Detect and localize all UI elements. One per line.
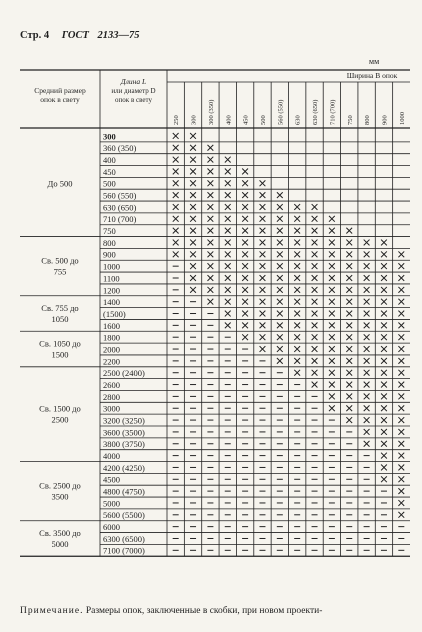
footnote	[20, 606, 420, 616]
col2-header-line3: опок в свету	[115, 96, 152, 104]
row-length-label: 500	[103, 178, 116, 189]
row-length-label: 450	[103, 166, 116, 177]
row-length-label: 300	[103, 131, 116, 142]
row-length-label: 2200	[103, 356, 120, 367]
group-label: 3500	[51, 491, 69, 502]
row-length-label: 3800 (3750)	[103, 439, 145, 450]
col1-header-line2: опок в свету	[40, 95, 80, 104]
row-length-label: 2800	[103, 391, 120, 402]
width-header: Ширина В опок	[346, 71, 398, 80]
row-length-label: 800	[103, 237, 116, 248]
row-length-label: 7100 (7000)	[103, 545, 145, 556]
row-length-label: 400	[103, 155, 116, 166]
standard-number: 2133—75	[97, 30, 140, 41]
row-length-label: 3600 (3500)	[103, 427, 145, 438]
row-length-label: 2600	[103, 379, 120, 390]
row-length-label: 4500	[103, 474, 120, 485]
group-label: Св. 1500 до	[39, 403, 81, 414]
row-length-label: 4000	[103, 451, 120, 462]
page-number: Стр. 4	[20, 30, 50, 41]
width-col-label: 1000	[398, 112, 406, 125]
row-length-label: 3000	[103, 403, 120, 414]
width-col-label: 560 (550)	[277, 99, 285, 125]
group-label: 1500	[51, 349, 69, 360]
width-col-label: 800	[364, 115, 372, 125]
row-length-label: 630 (650)	[103, 202, 137, 213]
row-length-label: 1600	[103, 320, 120, 331]
width-col-label: 630	[294, 115, 302, 125]
col1-header-line1: Средний размер	[34, 86, 86, 95]
col2-header-line2: или диаметр D	[111, 87, 156, 95]
row-length-label: 1000	[103, 261, 120, 272]
group-label: Св. 1050 до	[39, 338, 81, 349]
group-label: 2500	[51, 414, 69, 425]
width-col-label: 300 (350)	[207, 99, 215, 125]
row-length-label: 1200	[103, 285, 120, 296]
width-col-label: 750	[346, 115, 354, 125]
group-label: 1050	[51, 314, 69, 325]
row-length-label: 4800 (4750)	[103, 486, 145, 497]
width-col-label: 710 (700)	[329, 99, 337, 125]
group-label: 755	[53, 266, 67, 277]
group-label: Св. 2500 до	[39, 480, 81, 491]
group-label: 5000	[51, 538, 69, 549]
group-label: До 500	[47, 178, 73, 189]
width-col-label: 400	[225, 115, 233, 125]
row-length-label: 5600 (5500)	[103, 510, 145, 521]
row-length-label: 6000	[103, 522, 120, 533]
row-length-label: 560 (550)	[103, 190, 137, 201]
width-col-label: 900	[381, 115, 389, 125]
width-col-label: 250	[173, 115, 181, 125]
width-col-label: 630 (650)	[312, 99, 320, 125]
width-col-label: 500	[259, 115, 267, 125]
group-label: Св. 3500 до	[39, 527, 81, 538]
units-label: мм	[369, 57, 380, 66]
group-label: Св. 755 до	[41, 303, 79, 314]
row-length-label: (1500)	[103, 308, 126, 319]
row-length-label: 900	[103, 249, 116, 260]
standard-name: ГОСТ	[61, 30, 89, 41]
row-length-label: 3200 (3250)	[103, 415, 145, 426]
group-label: Св. 500 до	[41, 255, 79, 266]
width-col-label: 450	[242, 115, 250, 125]
row-length-label: 1400	[103, 297, 120, 308]
row-length-label: 2500 (2400)	[103, 368, 145, 379]
row-length-label: 750	[103, 226, 116, 237]
width-col-label: 300	[190, 115, 198, 125]
row-length-label: 4200 (4250)	[103, 462, 145, 473]
row-length-label: 5000	[103, 498, 120, 509]
row-length-label: 710 (700)	[103, 214, 137, 225]
row-length-label: 1100	[103, 273, 120, 284]
row-length-label: 6300 (6500)	[103, 533, 145, 544]
note-text: Размеры опок, заключенные в скобки, при новом проекти-	[85, 606, 323, 616]
row-length-label: 2000	[103, 344, 120, 355]
col2-header-line1: Длина L	[120, 77, 147, 86]
row-length-label: 1800	[103, 332, 120, 343]
row-length-label: 360 (350)	[103, 143, 137, 154]
note-label: Примечание.	[20, 606, 84, 616]
